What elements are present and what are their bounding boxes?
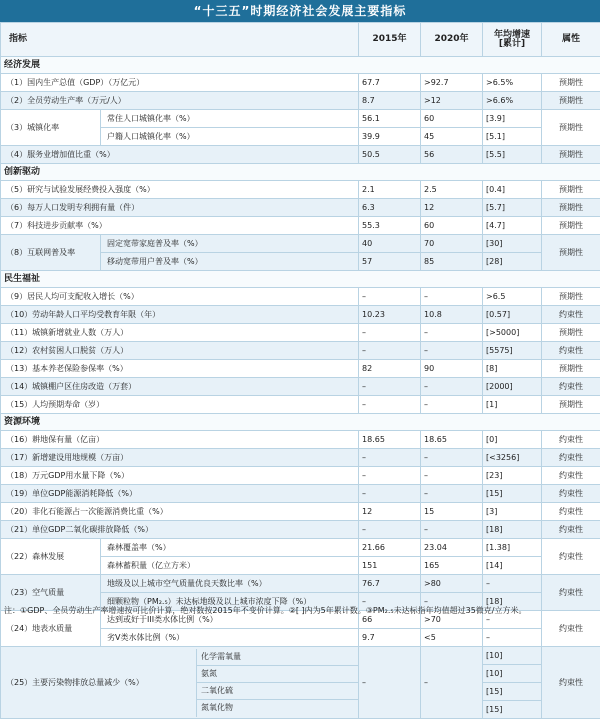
cell-2015: – (359, 342, 421, 360)
table-row (1, 342, 600, 360)
cell-2015: – (359, 378, 421, 396)
row-label: （10）劳动年龄人口平均受教育年限（年） (1, 306, 359, 324)
cell-2015: 21.66 (359, 539, 421, 557)
cell-2015: 56.1 (359, 110, 421, 128)
table-row (1, 217, 600, 235)
cell-2020: – (421, 378, 483, 396)
header-2015: 2015年 (359, 23, 421, 57)
row-label: （21）单位GDP二氧化碳排放降低（%） (1, 521, 359, 539)
section-row (1, 164, 600, 181)
header-attr: 属性 (542, 23, 600, 57)
cell-2020: 70 (421, 235, 483, 253)
sub-label: 地级及以上城市空气质量优良天数比率（%） (101, 575, 359, 593)
cell-attr: 预期性 (542, 92, 600, 110)
cell-growth: [1.38] (483, 539, 542, 557)
table-row (1, 449, 600, 467)
cell-2015: 151 (359, 557, 421, 575)
section-row (1, 414, 600, 431)
cell-growth: [15] (483, 485, 542, 503)
cell-growth: >6.6% (483, 92, 542, 110)
cell-attr: 约束性 (542, 378, 600, 396)
sub-label: 常住人口城镇化率（%） (101, 110, 359, 128)
sub-label: 森林蓄积量（亿立方米） (101, 557, 359, 575)
row-label: （8）互联网普及率 (1, 235, 101, 271)
table-row (1, 199, 600, 217)
cell-2015: 18.65 (359, 431, 421, 449)
section-row (1, 57, 600, 74)
row-label: （15）人均预期寿命（岁） (1, 396, 359, 414)
table-row (1, 74, 600, 92)
table-row (1, 306, 600, 324)
cell-attr: 预期性 (542, 146, 600, 164)
cell-2015: 12 (359, 503, 421, 521)
table-header (1, 23, 600, 57)
cell-attr: 预期性 (542, 360, 600, 378)
cell-2015: 50.5 (359, 146, 421, 164)
sub-label: 固定宽带家庭普及率（%） (101, 235, 359, 253)
row-label: （13）基本养老保险参保率（%） (1, 360, 359, 378)
cell-2015: 67.7 (359, 74, 421, 92)
cell-attr: 约束性 (542, 521, 600, 539)
cell-2020: 2.5 (421, 181, 483, 199)
cell-2020: – (421, 485, 483, 503)
table-row (1, 110, 600, 128)
table-row (1, 324, 600, 342)
cell-growth: [28] (483, 253, 542, 271)
header-growth-line2: [累计] (486, 40, 538, 49)
row-label: （12）农村贫困人口脱贫（万人） (1, 342, 359, 360)
table-title: “十三五”时期经济社会发展主要指标 (0, 0, 600, 22)
cell-growth: [2000] (483, 378, 542, 396)
cell-growth: [30] (483, 235, 542, 253)
row-label: （7）科技进步贡献率（%） (1, 217, 359, 235)
cell-2020: 85 (421, 253, 483, 271)
cell-attr: 预期性 (542, 235, 600, 271)
cell-attr: 约束性 (542, 503, 600, 521)
cell-2015: 55.3 (359, 217, 421, 235)
cell-2020: 56 (421, 146, 483, 164)
cell-attr: 预期性 (542, 288, 600, 306)
cell-growth: [14] (483, 557, 542, 575)
cell-growth: >6.5 (483, 288, 542, 306)
cell-growth: [5.7] (483, 199, 542, 217)
cell-growth: [23] (483, 467, 542, 485)
section-innov: 创新驱动 (1, 164, 600, 181)
footnote: 注：①GDP、全员劳动生产率增速按可比价计算，绝对数按2015年不变价计算。②[ ]内为5年累计数。③PM₂.₅未达标指年均值超过35微克/立方米。 (4, 604, 594, 617)
cell-growth: – (483, 611, 542, 629)
section-row (1, 271, 600, 288)
table-row (1, 485, 600, 503)
cell-growth: – (483, 575, 542, 593)
cell-growth: – (483, 629, 542, 647)
row-label: （22）森林发展 (1, 539, 101, 575)
row-label: （25）主要污染物排放总量减少（%） (1, 649, 196, 717)
cell-attr: 预期性 (542, 324, 600, 342)
row-label: （6）每万人口发明专利拥有量（件） (1, 199, 359, 217)
cell-2015: – (359, 396, 421, 414)
cell-growth: [15] (483, 683, 542, 701)
cell-2020: 45 (421, 128, 483, 146)
cell-2015: 40 (359, 235, 421, 253)
table-row (1, 378, 600, 396)
cell-growth: [0.57] (483, 306, 542, 324)
cell-attr: 约束性 (542, 575, 600, 611)
row-label: （18）万元GDP用水量下降（%） (1, 467, 359, 485)
cell-growth: [15] (483, 701, 542, 719)
sub-label: 化学需氧量 (197, 649, 358, 666)
cell-2015: – (359, 521, 421, 539)
row-label: （20）非化石能源占一次能源消费比重（%） (1, 503, 359, 521)
cell-growth: [18] (483, 593, 542, 611)
row-label: （11）城镇新增就业人数（万人） (1, 324, 359, 342)
sub-label: 氨氮 (197, 666, 358, 683)
cell-attr: 约束性 (542, 431, 600, 449)
sub-label-list (196, 649, 358, 717)
cell-2020: 165 (421, 557, 483, 575)
cell-2015: 66 (359, 611, 421, 629)
table-row (1, 396, 600, 414)
cell-growth: [10] (483, 665, 542, 683)
cell-growth: [3.9] (483, 110, 542, 128)
cell-growth: [10] (483, 647, 542, 665)
cell-2020: – (421, 467, 483, 485)
cell-2015: – (359, 593, 421, 611)
cell-2015: 82 (359, 360, 421, 378)
header-indicator: 指标 (1, 23, 359, 57)
cell-attr: 预期性 (542, 199, 600, 217)
row-label: （24）地表水质量 (1, 611, 101, 647)
cell-growth: [5.5] (483, 146, 542, 164)
cell-attr: 预期性 (542, 181, 600, 199)
table-row (1, 647, 600, 665)
cell-growth: [5.1] (483, 128, 542, 146)
row-label: （5）研究与试验发展经费投入强度（%） (1, 181, 359, 199)
sub-label: 细颗粒物（PM₂.₅）未达标地级及以上城市浓度下降（%） (101, 593, 359, 611)
row-label-cell (1, 647, 359, 719)
cell-2020: >92.7 (421, 74, 483, 92)
row-label: （16）耕地保有量（亿亩） (1, 431, 359, 449)
cell-2015: – (359, 449, 421, 467)
table-row (1, 575, 600, 593)
cell-2015: 10.23 (359, 306, 421, 324)
cell-2015: 6.3 (359, 199, 421, 217)
table-row (1, 181, 600, 199)
cell-2020: – (421, 288, 483, 306)
cell-2015: 9.7 (359, 629, 421, 647)
table-row (1, 539, 600, 557)
table-row (1, 146, 600, 164)
cell-attr: 约束性 (542, 467, 600, 485)
cell-growth: [0.4] (483, 181, 542, 199)
cell-2015: – (359, 485, 421, 503)
cell-attr: 约束性 (542, 485, 600, 503)
table-row (1, 288, 600, 306)
cell-growth: [4.7] (483, 217, 542, 235)
cell-2020: >12 (421, 92, 483, 110)
cell-growth: [1] (483, 396, 542, 414)
sub-label: 移动宽带用户普及率（%） (101, 253, 359, 271)
cell-growth: [0] (483, 431, 542, 449)
cell-2020: – (421, 521, 483, 539)
cell-2015: – (359, 647, 421, 719)
header-growth (483, 23, 542, 57)
cell-2020: >80 (421, 575, 483, 593)
cell-2020: – (421, 593, 483, 611)
cell-2020: – (421, 396, 483, 414)
cell-2020: – (421, 647, 483, 719)
cell-2020: <5 (421, 629, 483, 647)
cell-2020: 10.8 (421, 306, 483, 324)
header-growth-line1: 年均增速 (486, 31, 538, 40)
cell-growth: [18] (483, 521, 542, 539)
cell-attr: 约束性 (542, 611, 600, 647)
table-row (1, 360, 600, 378)
row-label: （2）全员劳动生产率（万元/人） (1, 92, 359, 110)
cell-2015: 57 (359, 253, 421, 271)
cell-2020: 12 (421, 199, 483, 217)
cell-2015: – (359, 324, 421, 342)
cell-attr: 预期性 (542, 74, 600, 92)
cell-2020: 18.65 (421, 431, 483, 449)
cell-2015: 8.7 (359, 92, 421, 110)
cell-2015: 76.7 (359, 575, 421, 593)
cell-2015: – (359, 288, 421, 306)
cell-2020: 23.04 (421, 539, 483, 557)
cell-2020: 60 (421, 217, 483, 235)
cell-2020: 90 (421, 360, 483, 378)
header-2020: 2020年 (421, 23, 483, 57)
cell-attr: 约束性 (542, 539, 600, 575)
cell-growth: [3] (483, 503, 542, 521)
sub-label: 氮氧化物 (197, 700, 358, 716)
section-econ: 经济发展 (1, 57, 600, 74)
sub-label: 二氧化硫 (197, 683, 358, 700)
cell-attr: 约束性 (542, 647, 600, 719)
row-label: （9）居民人均可支配收入增长（%） (1, 288, 359, 306)
cell-2020: – (421, 342, 483, 360)
cell-2015: 39.9 (359, 128, 421, 146)
sub-label: 森林覆盖率（%） (101, 539, 359, 557)
row-label: （3）城镇化率 (1, 110, 101, 146)
cell-attr: 预期性 (542, 110, 600, 146)
cell-2015: 2.1 (359, 181, 421, 199)
cell-attr: 约束性 (542, 449, 600, 467)
table-row (1, 521, 600, 539)
table-row (1, 503, 600, 521)
cell-2020: – (421, 449, 483, 467)
cell-growth: [5575] (483, 342, 542, 360)
row-label: （23）空气质量 (1, 575, 101, 611)
cell-2020: 15 (421, 503, 483, 521)
cell-growth: [>5000] (483, 324, 542, 342)
cell-2015: – (359, 467, 421, 485)
cell-attr: 约束性 (542, 306, 600, 324)
cell-growth: [<3256] (483, 449, 542, 467)
sub-label: 劣V类水体比例（%） (101, 629, 359, 647)
row-label: （14）城镇棚户区住房改造（万套） (1, 378, 359, 396)
row-label: （1）国内生产总值（GDP）（万亿元） (1, 74, 359, 92)
cell-2020: 60 (421, 110, 483, 128)
row-label: （17）新增建设用地规模（万亩） (1, 449, 359, 467)
table-row (1, 92, 600, 110)
cell-2020: – (421, 324, 483, 342)
cell-growth: >6.5% (483, 74, 542, 92)
sub-label: 达到或好于III类水体比例（%） (101, 611, 359, 629)
table-row (1, 431, 600, 449)
section-env: 资源环境 (1, 414, 600, 431)
row-label: （19）单位GDP能源消耗降低（%） (1, 485, 359, 503)
cell-attr: 预期性 (542, 217, 600, 235)
cell-attr: 预期性 (542, 396, 600, 414)
section-welfare: 民生福祉 (1, 271, 600, 288)
cell-attr: 约束性 (542, 342, 600, 360)
sub-label: 户籍人口城镇化率（%） (101, 128, 359, 146)
row-label: （4）服务业增加值比重（%） (1, 146, 359, 164)
table-row (1, 235, 600, 253)
cell-growth: [8] (483, 360, 542, 378)
cell-2020: >70 (421, 611, 483, 629)
table-row (1, 467, 600, 485)
